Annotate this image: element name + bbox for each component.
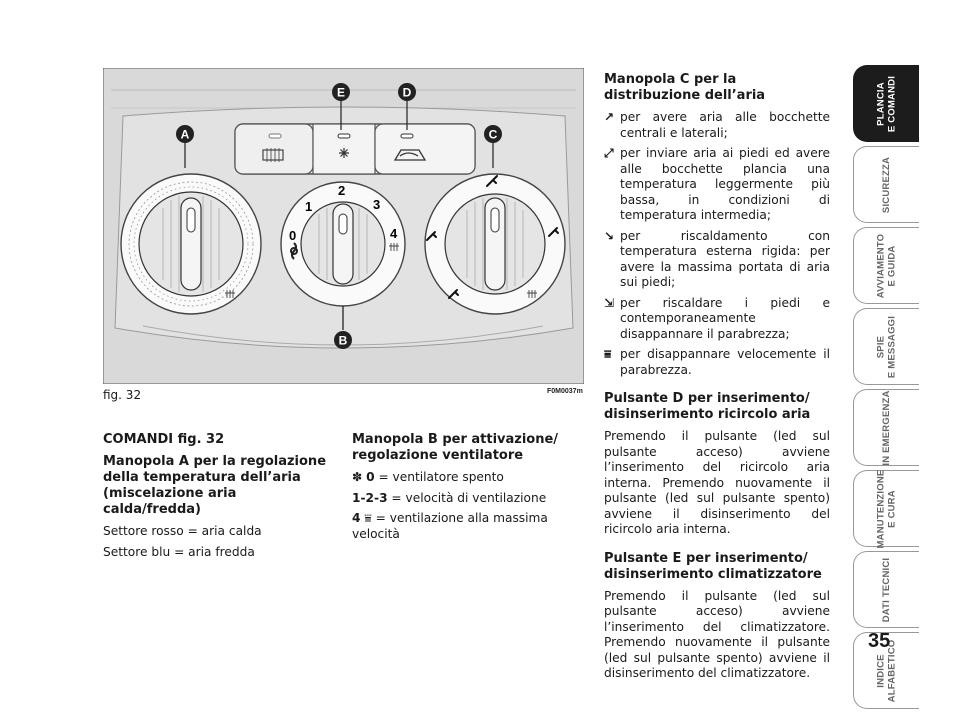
red-sector-text: Settore rosso = aria calda xyxy=(103,524,262,538)
ac-snowflake-icon xyxy=(339,148,349,158)
tab-label: E MESSAGGI xyxy=(885,315,897,378)
svg-text:E: E xyxy=(336,85,346,100)
vent-face-icon: ↗ xyxy=(604,110,615,124)
list-item xyxy=(604,347,830,378)
button-e-text: Premendo il pulsante (led sul pulsante acceso) avviene l’inserimento del climatizzatore. Premendo nuovamente il pulsante (led sul pulsante spento) avviene il disinserimento del climatizzatore. xyxy=(604,588,830,680)
svg-text:C: C xyxy=(488,127,498,142)
fan-speed-text: = velocità di ventilazione xyxy=(387,490,547,505)
blue-sector-text: Settore blu = aria fredda xyxy=(103,544,255,559)
callout-d xyxy=(398,83,416,101)
knob-c-heading: Manopola C per la distribuzione dell’aria xyxy=(604,72,766,103)
column-1 xyxy=(103,432,328,565)
tab-sicurezza[interactable] xyxy=(853,146,919,223)
chapter-tabs xyxy=(853,65,919,713)
tab-manutenzione-cura[interactable] xyxy=(853,470,919,547)
knob-a-temperature xyxy=(121,174,261,314)
tab-label: MANUTENZIONE xyxy=(875,469,886,548)
callout-e xyxy=(332,83,350,101)
tab-in-emergenza[interactable] xyxy=(853,389,919,466)
callout-b xyxy=(334,331,352,349)
fan-off-line xyxy=(352,470,590,486)
list-item xyxy=(604,110,830,141)
svg-text:B: B xyxy=(338,333,348,348)
fan-speed-value: 1-2-3 xyxy=(352,490,388,505)
knob-b-heading: Manopola B per attivazione/ regolazione ventilatore xyxy=(352,432,559,463)
tab-label: DATI TECNICI xyxy=(880,557,892,622)
section-title: COMANDI fig. 32 xyxy=(103,432,225,447)
callout-a xyxy=(176,125,194,143)
fan-icon: ✽ xyxy=(352,470,363,484)
page-number: 35 xyxy=(868,630,891,652)
list-item-text: per riscaldare i piedi e contemporaneamente disappannare il parabrezza; xyxy=(620,295,830,341)
svg-text:D: D xyxy=(402,85,412,100)
tab-plancia-comandi[interactable] xyxy=(853,65,919,142)
fan-speed-label: 4 xyxy=(390,226,398,241)
fan-speed-label: 1 xyxy=(305,199,313,214)
svg-text:A: A xyxy=(180,127,190,142)
fan-max-value: 4 xyxy=(352,511,361,525)
tab-spie-messaggi[interactable] xyxy=(853,308,919,385)
list-item-text: per avere aria alle bocchette centrali e laterali; xyxy=(620,110,830,140)
fan-max-text: = ventilazione alla massima velocità xyxy=(352,511,548,541)
fan-speed-line xyxy=(352,491,590,507)
fan-off-text: = ventilatore spento xyxy=(374,470,504,484)
tab-label: INDICE xyxy=(875,653,886,688)
vent-feet-icon: ↘ xyxy=(604,228,615,243)
tab-label: E GUIDA xyxy=(885,245,897,286)
list-item xyxy=(604,229,830,291)
tab-label: ALFABETICO xyxy=(885,639,897,702)
fan-off-value: 0 xyxy=(366,470,375,484)
button-e-heading: Pulsante E per inserimento/ disinserimento climatizzatore xyxy=(604,550,822,582)
figure-caption: fig. 32 xyxy=(103,388,142,402)
list-item-text: per inviare aria ai piedi ed avere alle bocchette plancia una temperatura leggermente più bassa, in condizioni di temperatura intermedia; xyxy=(620,146,830,222)
vent-face-feet-icon: ⤢ xyxy=(604,146,614,160)
vent-defrost-feet-icon: ⇲ xyxy=(604,295,615,310)
defrost-icon: ⩸ xyxy=(364,511,372,525)
column-3 xyxy=(604,72,830,687)
hvac-control-figure xyxy=(103,68,584,384)
tab-label: PLANCIA xyxy=(875,81,886,126)
tab-dati-tecnici[interactable] xyxy=(853,551,919,628)
list-item-text: per disappannare velocemente il parabrezza. xyxy=(620,347,830,377)
windshield-defrost-icon: ⩸ xyxy=(604,347,612,361)
callout-c xyxy=(484,125,502,143)
tab-label: IN EMERGENZA xyxy=(880,389,892,466)
knob-a-heading: Manopola A per la regolazione della temperatura dell’aria (miscelazione aria calda/fredda) xyxy=(103,454,327,517)
tab-avviamento-guida[interactable] xyxy=(853,227,919,304)
list-item-text: per riscaldamento con temperatura esterna rigida: per avere la massima portata di aria sui piedi; xyxy=(620,228,830,289)
knob-c-distribution xyxy=(425,174,565,314)
column-2 xyxy=(352,432,590,547)
tab-label: SPIE xyxy=(875,335,886,358)
list-item xyxy=(604,296,830,343)
tab-label: SICUREZZA xyxy=(880,156,892,213)
fan-max-line xyxy=(352,511,590,542)
button-d-heading: Pulsante D per inserimento/ disinserimento ricircolo aria xyxy=(604,391,811,422)
fan-speed-label: 0 xyxy=(289,228,297,243)
fan-speed-label: 3 xyxy=(373,197,381,212)
figure-code: F0M0037m xyxy=(547,388,583,395)
tab-label: AVVIAMENTO xyxy=(875,233,886,298)
tab-label: E CURA xyxy=(885,489,897,528)
list-item xyxy=(604,146,830,224)
button-d-text: Premendo il pulsante (led sul pulsante acceso) avviene l’inserimento del ricircolo aria interna. Premendo nuovamente il pulsante (led sul pulsante spento) avviene il disinserimento del ricircolo aria interna. xyxy=(604,429,830,536)
fan-speed-label: 2 xyxy=(338,183,346,198)
tab-label: E COMANDI xyxy=(885,75,897,132)
